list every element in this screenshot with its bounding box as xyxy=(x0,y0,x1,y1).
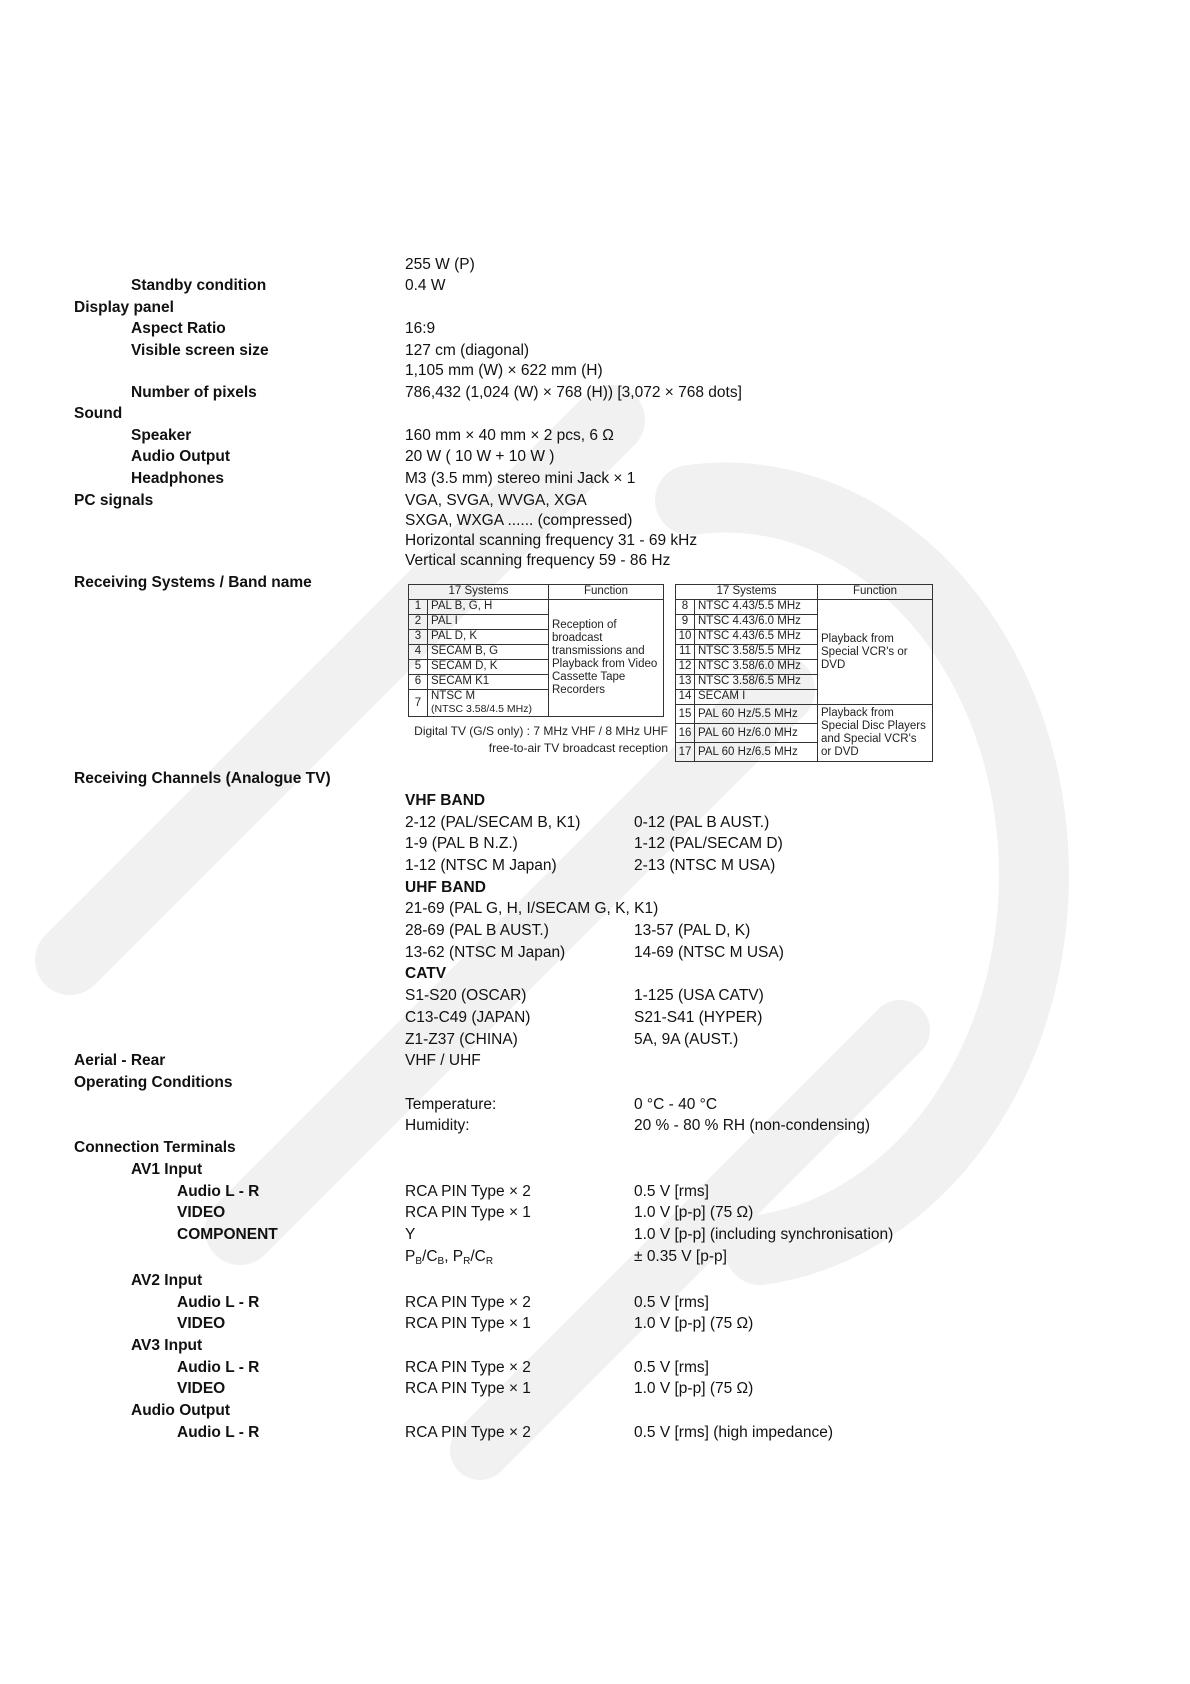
col-function-header: Function xyxy=(818,585,933,600)
pc-signals-line1: VGA, SVGA, WVGA, XGA xyxy=(405,492,587,509)
out-audio-label: Audio L - R xyxy=(177,1424,260,1441)
av2-heading: AV2 Input xyxy=(131,1272,203,1289)
av3-video-spec: 1.0 V [p-p] (75 Ω) xyxy=(634,1380,754,1397)
col-systems-header: 17 Systems xyxy=(676,585,818,600)
av1-component-c-spec: ± 0.35 V [p-p] xyxy=(634,1248,727,1265)
table-row: 15 PAL 60 Hz/5.5 MHz Playback from Special Disc Players and Special VCR's or DVD xyxy=(676,705,933,724)
vhf-item: 2-12 (PAL/SECAM B, K1) xyxy=(405,814,581,831)
table-row: 3 PAL D, K xyxy=(409,630,664,645)
av3-heading: AV3 Input xyxy=(131,1337,203,1354)
aerial-label: Aerial - Rear xyxy=(74,1052,166,1069)
table-row: 7 NTSC M (NTSC 3.58/4.5 MHz) xyxy=(409,690,664,717)
av1-audio-spec: 0.5 V [rms] xyxy=(634,1183,709,1200)
pc-signals-line4: Vertical scanning frequency 59 - 86 Hz xyxy=(405,552,671,569)
catv-item: S1-S20 (OSCAR) xyxy=(405,987,527,1004)
vhf-item: 1-12 (NTSC M Japan) xyxy=(405,857,557,874)
uhf-item: 13-57 (PAL D, K) xyxy=(634,922,751,939)
table-row: 14 SECAM I xyxy=(676,690,933,705)
table-row: 10 NTSC 4.43/6.5 MHz xyxy=(676,630,933,645)
uhf-item: 28-69 (PAL B AUST.) xyxy=(405,922,549,939)
col-function-header: Function xyxy=(549,585,664,600)
catv-item: C13-C49 (JAPAN) xyxy=(405,1009,531,1026)
av2-video-label: VIDEO xyxy=(177,1315,226,1332)
uhf-heading: UHF BAND xyxy=(405,879,486,896)
av2-video-type: RCA PIN Type × 1 xyxy=(405,1315,531,1332)
right-function-cell-1: Playback from Special VCR's or DVD xyxy=(818,600,933,705)
table-row: 8 NTSC 4.43/5.5 MHz Playback from Special VCR's or DVD xyxy=(676,600,933,615)
av3-audio-label: Audio L - R xyxy=(177,1359,260,1376)
av3-audio-spec: 0.5 V [rms] xyxy=(634,1359,709,1376)
col-systems-header: 17 Systems xyxy=(409,585,549,600)
pc-signals-heading: PC signals xyxy=(74,492,154,509)
power-value: 255 W (P) xyxy=(405,256,475,273)
table-row: 9 NTSC 4.43/6.0 MHz xyxy=(676,615,933,630)
table-row: 17 PAL 60 Hz/6.5 MHz xyxy=(676,743,933,762)
av1-video-spec: 1.0 V [p-p] (75 Ω) xyxy=(634,1204,754,1221)
visible-size-label: Visible screen size xyxy=(131,342,269,359)
vhf-heading: VHF BAND xyxy=(405,792,486,809)
speaker-value: 160 mm × 40 mm × 2 pcs, 6 Ω xyxy=(405,427,614,444)
pc-signals-line2: SXGA, WXGA ...... (compressed) xyxy=(405,512,633,529)
vhf-item: 1-9 (PAL B N.Z.) xyxy=(405,835,518,852)
temperature-value: 0 °C - 40 °C xyxy=(634,1096,718,1113)
catv-item: 1-125 (USA CATV) xyxy=(634,987,764,1004)
pixels-label: Number of pixels xyxy=(131,384,257,401)
terminals-heading: Connection Terminals xyxy=(74,1139,236,1156)
standby-label: Standby condition xyxy=(131,277,267,294)
audio-output-label: Audio Output xyxy=(131,448,230,465)
table-row: 11 NTSC 3.58/5.5 MHz xyxy=(676,645,933,660)
av1-component-y: Y xyxy=(405,1226,416,1243)
receiving-systems-heading: Receiving Systems / Band name xyxy=(74,574,312,591)
av2-video-spec: 1.0 V [p-p] (75 Ω) xyxy=(634,1315,754,1332)
aspect-ratio-label: Aspect Ratio xyxy=(131,320,226,337)
aspect-ratio-value: 16:9 xyxy=(405,320,436,337)
uhf-item: 14-69 (NTSC M USA) xyxy=(634,944,784,961)
right-function-cell-2: Playback from Special Disc Players and Special VCR's or DVD xyxy=(818,705,933,762)
out-audio-type: RCA PIN Type × 2 xyxy=(405,1424,531,1441)
catv-item: Z1-Z37 (CHINA) xyxy=(405,1031,518,1048)
systems-table-left xyxy=(408,584,664,717)
table-row: 6 SECAM K1 xyxy=(409,675,664,690)
av1-component-pbpr: $P_B/C_B$, $P_R/C_R$ xyxy=(405,1248,494,1267)
operating-heading: Operating Conditions xyxy=(74,1074,233,1091)
visible-size-value2: 1,105 mm (W) × 622 mm (H) xyxy=(405,362,603,379)
sound-heading: Sound xyxy=(74,405,123,422)
vhf-item: 2-13 (NTSC M USA) xyxy=(634,857,776,874)
av2-audio-type: RCA PIN Type × 2 xyxy=(405,1294,531,1311)
audio-output-value: 20 W ( 10 W + 10 W ) xyxy=(405,448,555,465)
aerial-value: VHF / UHF xyxy=(405,1052,481,1069)
humidity-label: Humidity: xyxy=(405,1117,470,1134)
table-row: 2 PAL I xyxy=(409,615,664,630)
av2-audio-label: Audio L - R xyxy=(177,1294,260,1311)
catv-item: S21-S41 (HYPER) xyxy=(634,1009,763,1026)
left-function-cell: Reception of broadcast transmissions and Playback from Video Cassette Tape Recorders xyxy=(549,600,664,717)
pixels-value: 786,432 (1,024 (W) × 768 (H)) [3,072 × 768 dots] xyxy=(405,384,742,401)
av1-component-label: COMPONENT xyxy=(177,1226,278,1243)
pc-signals-line3: Horizontal scanning frequency 31 - 69 kHz xyxy=(405,532,698,549)
av1-heading: AV1 Input xyxy=(131,1161,203,1178)
audio-output-heading: Audio Output xyxy=(131,1402,230,1419)
uhf-item: 21-69 (PAL G, H, I/SECAM G, K, K1) xyxy=(405,900,659,917)
av2-audio-spec: 0.5 V [rms] xyxy=(634,1294,709,1311)
av1-audio-type: RCA PIN Type × 2 xyxy=(405,1183,531,1200)
av1-video-type: RCA PIN Type × 1 xyxy=(405,1204,531,1221)
av1-audio-label: Audio L - R xyxy=(177,1183,260,1200)
table-row: 1 PAL B, G, H Reception of broadcast transmissions and Playback from Video Cassette Tape Recorders xyxy=(409,600,664,615)
speaker-label: Speaker xyxy=(131,427,192,444)
systems-table-right xyxy=(675,584,933,762)
out-audio-spec: 0.5 V [rms] (high impedance) xyxy=(634,1424,834,1441)
uhf-item: 13-62 (NTSC M Japan) xyxy=(405,944,566,961)
table-row: 12 NTSC 3.58/6.0 MHz xyxy=(676,660,933,675)
catv-item: 5A, 9A (AUST.) xyxy=(634,1031,739,1048)
humidity-value: 20 % - 80 % RH (non-condensing) xyxy=(634,1117,871,1134)
av3-audio-type: RCA PIN Type × 2 xyxy=(405,1359,531,1376)
table-row: 4 SECAM B, G xyxy=(409,645,664,660)
headphones-value: M3 (3.5 mm) stereo mini Jack × 1 xyxy=(405,470,636,487)
receiving-channels-heading: Receiving Channels (Analogue TV) xyxy=(74,770,331,787)
display-panel-heading: Display panel xyxy=(74,299,174,316)
catv-heading: CATV xyxy=(405,965,447,982)
av1-component-y-spec: 1.0 V [p-p] (including synchronisation) xyxy=(634,1226,894,1243)
vhf-item: 0-12 (PAL B AUST.) xyxy=(634,814,770,831)
visible-size-value1: 127 cm (diagonal) xyxy=(405,342,530,359)
temperature-label: Temperature: xyxy=(405,1096,497,1113)
table-row: 13 NTSC 3.58/6.5 MHz xyxy=(676,675,933,690)
av1-video-label: VIDEO xyxy=(177,1204,226,1221)
standby-value: 0.4 W xyxy=(405,277,446,294)
av3-video-label: VIDEO xyxy=(177,1380,226,1397)
av3-video-type: RCA PIN Type × 1 xyxy=(405,1380,531,1397)
table-row: 5 SECAM D, K xyxy=(409,660,664,675)
table-row: 16 PAL 60 Hz/6.0 MHz xyxy=(676,724,933,743)
digital-tv-note: Digital TV (G/S only) : 7 MHz VHF / 8 MHz UHF free-to-air TV broadcast reception xyxy=(414,724,668,755)
headphones-label: Headphones xyxy=(131,470,225,487)
vhf-item: 1-12 (PAL/SECAM D) xyxy=(634,835,783,852)
